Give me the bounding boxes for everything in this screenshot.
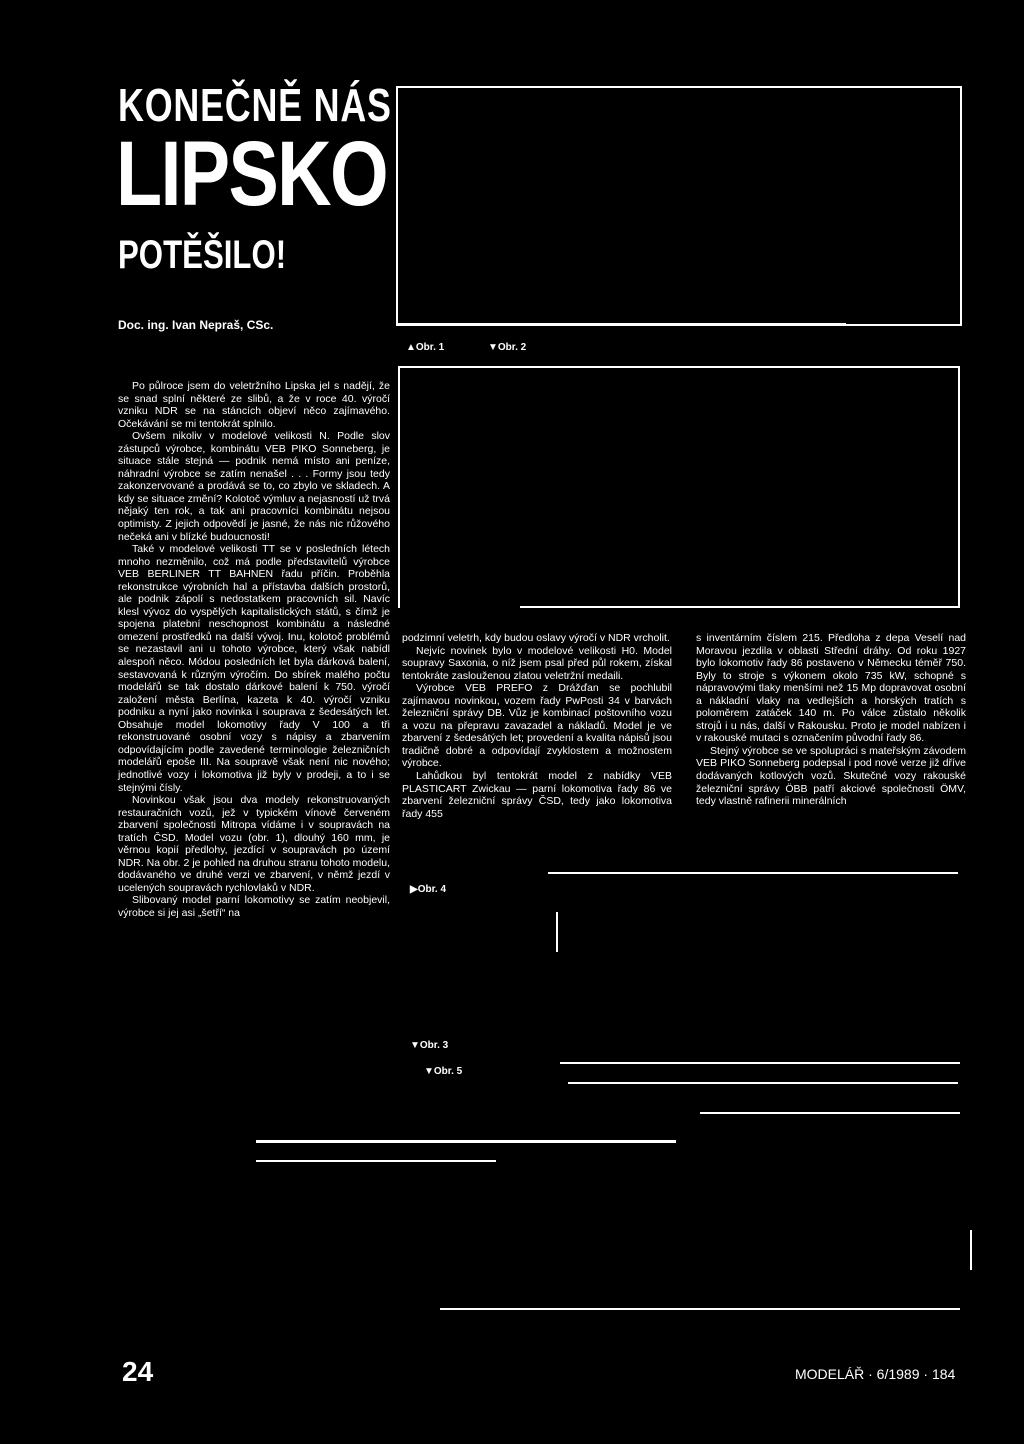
photo-5-bottom-rule bbox=[440, 1308, 960, 1310]
author-byline: Doc. ing. Ivan Nepraš, CSc. bbox=[118, 318, 274, 332]
caption-obr-5: ▼Obr. 5 bbox=[424, 1066, 463, 1077]
photo-5-right-edge bbox=[970, 1230, 972, 1270]
photo-3-rule-2 bbox=[256, 1160, 496, 1162]
photo-4-left-edge bbox=[556, 912, 558, 952]
paragraph: Po půlroce jsem do veletržního Lipska jel s nadějí, že se snad splní některé ze slibů, a že v roce 40. výročí vzniku NDR se na stáncích objeví něco zajímavého. Očekávání se mi tentokrát splnilo. bbox=[118, 380, 390, 430]
title-line-3: POTĚŠILO! bbox=[118, 233, 287, 277]
paragraph: Také v modelové velikosti TT se v posledních létech mnoho nezměnilo, což má podle představitelů výrobce VEB BERLINER TT BAHNEN řadu příčin. Proběhla rekonstrukce výrobních hal a přístavba dalších prostorů, ale podnik zápolí s nedostatkem pracovních sil. Navíc klesl vývoz do vyspělých kapitalistických států, s čímž je spojena platební neschopnost kombinátu a následné omezení prostředků na další vývoj. Inu, kolotoč problémů se nezastavil ani u tohoto výrobce, který však nabídl alespoň něco. Módou posledních let byla dárková balení, sestavovaná k různým výročím. Do sbírek malého počtu modelářů se tak dostalo dárkové balení k 750. výročí založení města Berlína, kazeta k 40. výročí vzniku podniku a nyní jako novinka i souprava z šedesátých let. Obsahuje model lokomotivy řady V 100 a tři rekonstruované osobní vozy s nápisy a zbarvením odpovídajícím podle zavedené terminologie železničních modelářů epoše III. Na soupravě však není nic nového; jednotlivé vozy i lokomotiva již byly v prodeji, a to i se stejnými čísly. bbox=[118, 543, 390, 794]
photo-3-top-rule bbox=[256, 1140, 676, 1143]
photo-4-bottom-rule bbox=[560, 1062, 960, 1064]
title-line-2: LIPSKO bbox=[116, 123, 387, 225]
photo-3-rule-3 bbox=[700, 1112, 960, 1114]
article-column-3 bbox=[696, 632, 966, 808]
page-number: 24 bbox=[122, 1356, 154, 1387]
article-column-1 bbox=[118, 380, 390, 920]
article-column-2 bbox=[402, 632, 672, 820]
photo-5-top-rule bbox=[568, 1082, 958, 1084]
photo-obr-1 bbox=[396, 86, 962, 326]
caption-obr-4: ▶Obr. 4 bbox=[410, 884, 447, 895]
photo-obr-2 bbox=[398, 366, 960, 608]
paragraph: Nejvíc novinek bylo v modelové velikosti H0. Model soupravy Saxonia, o níž jsem psal před půl rokem, získal tentokráte zaslouženou zlatou veletržní medaili. bbox=[402, 644, 672, 682]
paragraph: Ovšem nikoliv v modelové velikosti N. Podle slov zástupců výrobce, kombinátu VEB PIKO Sonneberg, je situace stále stejná — podnik nemá místo ani peníze, náhradní výrobce se zatím nenašel . . . Formy jsou tedy zakonzervované a prodává se to, co zbylo ve skladech. A kdy se situace změní? Kolotoč výmluv a nejasností už trvá nějaký ten rok, a tak ani pracovníci kombinátu nejsou optimisty. Z jejich odpovědí je jasné, že nás nic růžového nečeká ani v blízké budoucnosti! bbox=[118, 430, 390, 543]
paragraph: Novinkou však jsou dva modely rekonstruovaných restauračních vozů, jež v typickém vínově červeném zbarvení společnosti Mitropa vídáme i v soupravách na tratích ČSD. Model vozu (obr. 1), dlouhý 160 mm, je věrnou kopií předlohy, jezdící v soupravách po území NDR. Na obr. 2 je pohled na druhou stranu tohoto modelu, dodávaného ve druhé verzi ve zbarvení, v němž jezdí v ucelených soupravách rychlovlaků v NDR. bbox=[118, 794, 390, 894]
paragraph: Slibovaný model parní lokomotivy se zatím neobjevil, výrobce si jej asi „šetří“ na bbox=[118, 894, 390, 919]
photo-1-bottom-rule bbox=[396, 323, 846, 325]
magazine-issue: MODELÁŘ · 6/1989 · 184 bbox=[795, 1366, 956, 1382]
title-line-1: KONEČNĚ NÁS bbox=[118, 79, 392, 131]
photo-4-top-rule bbox=[548, 872, 958, 874]
caption-obr-2: ▼Obr. 2 bbox=[488, 342, 527, 353]
photo-2-bottom-rule bbox=[520, 606, 960, 608]
paragraph: podzimní veletrh, kdy budou oslavy výročí v NDR vrcholit. bbox=[402, 632, 670, 644]
paragraph: s inventárním číslem 215. Předloha z depa Veselí nad Moravou jezdila v oblasti Střední dráhy. Od roku 1927 bylo lokomotiv řady 86 postaveno v Německu téměř 750. Byly to stroje s výkonem okolo 735 kW, schopné s nápravovými tlaky menšími než 15 Mp dopravovat osobní a nákladní vlaky na vedlejších a horských tratích s poloměrem zatáček 140 m. Po válce zůstalo několik strojů i u nás, další v Rakousku. Proto je model nabízen i v rakouské mutaci s označením původní řady 86. bbox=[696, 632, 966, 745]
paragraph: Lahůdkou byl tentokrát model z nabídky VEB PLASTICART Zwickau — parní lokomotiva řady 86 ve zbarvení železniční správy ČSD, tedy jako lokomotiva řady 455 bbox=[402, 770, 672, 820]
paragraph: Výrobce VEB PREFO z Drážďan se pochlubil zajímavou novinkou, vozem řady PwPosti 34 v barvách železniční správy DB. Vůz je kombinací poštovního vozu a vozu na přepravu zavazadel a nákladů. Model je ve zbarvení z šedesátých let; provedení a kvalita nápisů jsou tradičně dobré a odpovídají zvyklostem a možnostem výrobce. bbox=[402, 682, 672, 770]
paragraph: Stejný výrobce se ve spolupráci s mateřským závodem VEB PIKO Sonneberg podepsal i pod nové verze již dříve dodávaných kotlových vozů. Skutečné vozy rakouské železniční správy ÖBB patří akciové společnosti ÖMV, tedy vlastně rafinerii minerálních bbox=[696, 744, 966, 808]
caption-obr-1: ▲Obr. 1 bbox=[406, 342, 445, 353]
caption-obr-3: ▼Obr. 3 bbox=[410, 1040, 449, 1051]
